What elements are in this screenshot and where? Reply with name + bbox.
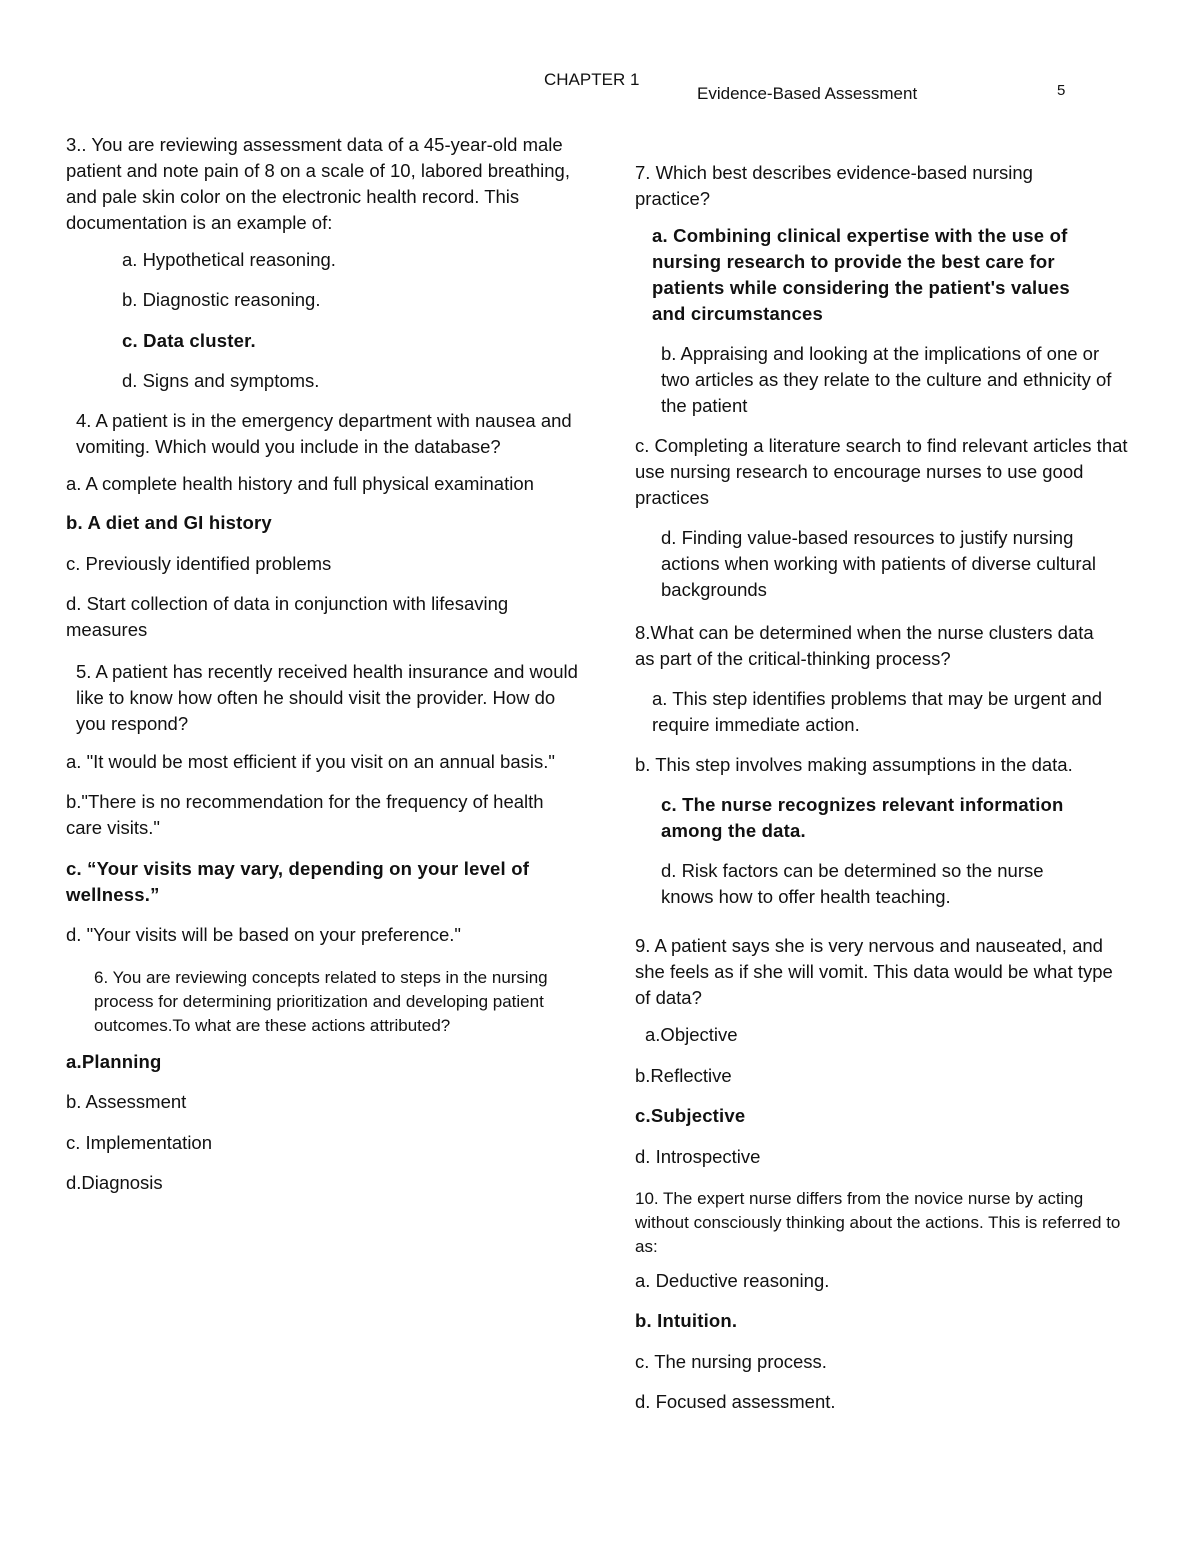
left-column — [66, 132, 586, 1196]
chapter-label: CHAPTER 1 — [544, 70, 640, 89]
answer-option: a. Hypothetical reasoning. — [122, 249, 336, 270]
question-stem: 5. A patient has recently received health insurance and would like to know how often he should visit the provider. How do you respond? — [76, 661, 578, 734]
correct-answer-option: a.Planning — [66, 1051, 162, 1072]
answer-option: b. Appraising and looking at the implications of one or two articles as they relate to the culture and ethnicity of the patient — [661, 343, 1112, 416]
correct-answer-option: c. The nurse recognizes relevant information among the data. — [661, 794, 1064, 841]
question-stem: 4. A patient is in the emergency department with nausea and vomiting. Which would you include in the database? — [76, 410, 572, 457]
answer-option: b. Assessment — [66, 1091, 187, 1112]
question-9 — [635, 933, 1145, 1170]
question-stem: 7. Which best describes evidence-based nursing practice? — [635, 162, 1033, 209]
answer-option: d. Finding value-based resources to justify nursing actions when working with patients of diverse cultural backgrounds — [661, 527, 1096, 600]
answer-option: c. Implementation — [66, 1132, 213, 1153]
question-7 — [635, 160, 1145, 603]
answer-option: d. Focused assessment. — [635, 1391, 836, 1412]
question-5 — [66, 659, 586, 948]
section-title: Evidence-Based Assessment — [697, 84, 918, 103]
question-stem: 8.What can be determined when the nurse clusters data as part of the critical-thinking process? — [635, 622, 1094, 669]
answer-option: b. Diagnostic reasoning. — [122, 289, 321, 310]
answer-option: d. Risk factors can be determined so the nurse knows how to offer health teaching. — [661, 860, 1044, 907]
answer-option: a. "It would be most efficient if you visit on an annual basis." — [66, 751, 555, 772]
question-4 — [66, 408, 586, 643]
answer-option: b.Reflective — [635, 1065, 732, 1086]
correct-answer-option: a. Combining clinical expertise with the use of nursing research to provide the best care for patients while considering the patient's values and circumstances — [652, 225, 1070, 324]
answer-option: c. The nursing process. — [635, 1351, 827, 1372]
correct-answer-option: b. A diet and GI history — [66, 512, 272, 533]
answer-option: d. Start collection of data in conjunction with lifesaving measures — [66, 593, 509, 640]
correct-answer-option: b. Intuition. — [635, 1310, 738, 1331]
question-stem: 10. The expert nurse differs from the novice nurse by acting without consciously thinking about the actions. This is referred to as: — [635, 1189, 1121, 1256]
answer-option: c. Previously identified problems — [66, 553, 332, 574]
answer-option: b. This step involves making assumptions in the data. — [635, 754, 1073, 775]
correct-answer-option: c. Data cluster. — [122, 330, 256, 351]
answer-option: d.Diagnosis — [66, 1172, 163, 1193]
question-8 — [635, 620, 1145, 910]
question-10 — [635, 1187, 1145, 1415]
answer-option: a. This step identifies problems that may be urgent and require immediate action. — [652, 688, 1103, 735]
answer-option: d. "Your visits will be based on your preference." — [66, 924, 461, 945]
answer-option: d. Signs and symptoms. — [122, 370, 320, 391]
answer-option: c. Completing a literature search to find relevant articles that use nursing research to encourage nurses to use good practices — [635, 435, 1128, 508]
question-3 — [66, 132, 586, 394]
correct-answer-option: c. “Your visits may vary, depending on your level of wellness.” — [66, 858, 530, 905]
answer-option: d. Introspective — [635, 1146, 761, 1167]
answer-option: a. Deductive reasoning. — [635, 1270, 830, 1291]
question-stem: 6. You are reviewing concepts related to steps in the nursing process for determining prioritization and developing patient outcomes.To what are these actions attributed? — [94, 968, 548, 1035]
answer-option: b."There is no recommendation for the frequency of health care visits." — [66, 791, 544, 838]
right-column — [635, 160, 1145, 1415]
answer-option: a. A complete health history and full physical examination — [66, 473, 534, 494]
correct-answer-option: c.Subjective — [635, 1105, 746, 1126]
page-number: 5 — [1057, 82, 1066, 99]
question-stem: 9. A patient says she is very nervous and nauseated, and she feels as if she will vomit. This data would be what type of data? — [635, 935, 1113, 1008]
answer-option: a.Objective — [645, 1024, 738, 1045]
question-stem: 3.. You are reviewing assessment data of a 45-year-old male patient and note pain of 8 on a scale of 10, labored breathing, and pale skin color on the electronic health record. This documentation is an example of: — [66, 134, 570, 233]
question-6 — [66, 966, 586, 1196]
